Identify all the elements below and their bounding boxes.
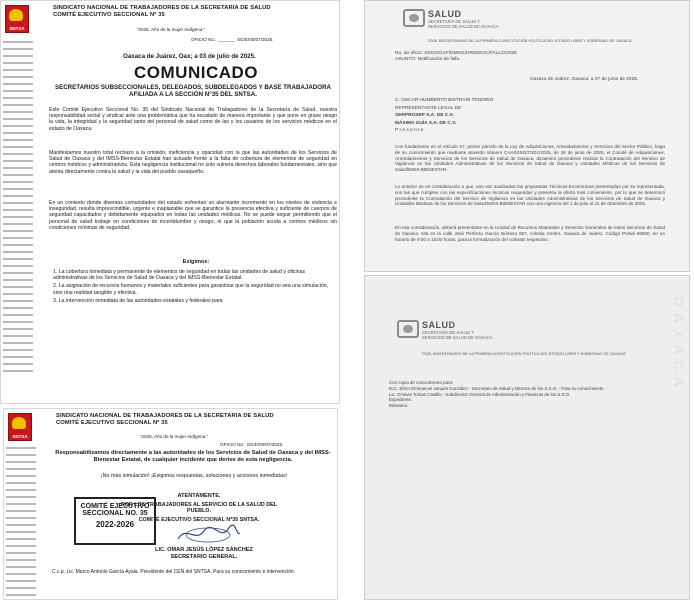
addressee-title: REPRESENTANTE LEGAL DE	[395, 105, 462, 111]
brand-name: SALUD	[422, 320, 456, 330]
year-motto: "2025, Año de la mujer Indígena."	[136, 27, 206, 32]
atentamente: ATENTAMENTE.	[177, 493, 221, 499]
paragraph-1: Con fundamento en el Artículo 57, primer párrafo de la Ley de Adquisiciones, Arrendamientos y Servicios del Sector Público, hago de su conocimiento que mediante acuerdo número CAASSSO/70/01/2025, de 26 de junio de 2025, el Comité de Adquisiciones, Arrendamientos y Servicios de los Servicios de Salud de Oaxaca, dictaminó procedente realizar la Contratación del Servicio de Vigilancia en las Unidades Administrativas de los Servicios de Salud de Oaxaca y Unidades Médicas de los Servicios de Salud/IMSS-BIENESTAR.	[395, 144, 665, 173]
union-header	[56, 413, 296, 427]
year-motto: "2025, Año de la mujer Indígena."	[139, 434, 209, 439]
paragraph-1: Este Comité Ejecutivo Seccional No. 35 del Sindicato Nacional de Trabajadores de la Secretaría de Salud, nuestra responsabilidad social y sindical ante una problemática que ha escalado de manera importante y que pone en grave riesgo la vida, la integridad y la seguridad tanto del personal de salud como de las y los usuarios de los servicios médicos en el estado de Oaxaca.	[49, 107, 337, 132]
addressee: SECRETARIOS SUBSECCIONALES, DELEGADOS, SUBDELEGADOS Y BASE TRABAJADORA AFILIADA A LA SECCIÓN N°35 DEL SNTSA.	[54, 84, 332, 99]
health-dept-letter-page-1	[364, 0, 690, 272]
committee-member-list	[6, 447, 36, 600]
company-2: MÁXIMA GUÍA S.A. DE C.V.	[395, 120, 457, 126]
document-date: Oaxaca de Juárez, Oaxaca; a 27 de junio de 2025.	[530, 77, 639, 82]
brand-subtitle	[422, 330, 492, 340]
addressee-block	[395, 97, 595, 135]
committee-stamp	[74, 497, 156, 545]
oaxaca-watermark: OAXACA	[671, 296, 687, 393]
year-motto: "2025, BICENTENARIO DE LA PRIMERA CONSTITUCIÓN POLÍTICA DEL ESTADO LIBRE Y SOBERANO DE OAXACA"	[427, 39, 633, 43]
paragraph-2: Lo anterior es en consideración a que, una vez analizadas las propuestas Técnicas-Económicas presentadas por su representada, son las que cumplen con las especificaciones técnicas requeridas y presenta la oferta más conveniente, por lo que se determinó procedente la Contratación del Servicio de Vigilancia en las Unidades Administrativas de los Servicios de Salud de Oaxaca y Unidades Médicas de los Servicios de Salud/IMSS-BIENESTAR con una vigencia del 1 de julio al 31 de diciembre de 2025.	[395, 184, 665, 207]
cc-recipient: Lic. Octavio Tomas Castillo - Subdirector General de Administración y Finanzas de los S.S.O.	[389, 391, 571, 397]
brand-subtitle-line: SECRETARÍA DE SALUD Y	[422, 330, 475, 335]
oficio-number: OFICIO No.: SG/E/00/07/2025.	[220, 442, 284, 447]
signer-name: LIC. OMAR JESÚS LÓPEZ SÁNCHEZ	[155, 547, 253, 553]
document-title: COMUNICADO	[134, 63, 258, 82]
union-communique-page-1	[0, 0, 340, 404]
demand-item: 3. La intervención inmediata de las autoridades estatales y federales para	[53, 297, 223, 304]
cc-block	[389, 380, 659, 409]
demand-item: 1. La cobertura inmediata y permanente de elementos de seguridad en todas las unidades de salud y oficinas administrativas de los Servicios de Salud de Oaxaca y del IMSS-Bienestar Estatal.	[53, 269, 306, 282]
handwritten-signature	[174, 521, 244, 547]
committee-signature-line: COMITÉ EJECUTIVO SECCIONAL Nº35 SNTSA.	[138, 517, 260, 523]
stamp-line-3: 2022-2026	[95, 520, 135, 529]
sntsa-logo: SNTSA	[5, 5, 29, 33]
union-header	[53, 5, 293, 19]
cc-recipient: Expediente.	[389, 397, 413, 403]
oficio-number: OFICIO No.: _______ SG/E/00/07/2025.	[191, 37, 274, 42]
document-date: Oaxaca de Juárez, Oax; a 03 de julio de 2025.	[123, 53, 256, 60]
closing-motto: POR LOS TRABAJADORES AL SERVICIO DE LA SALUD DEL PUEBLO.	[120, 502, 278, 515]
paragraph-2: Manifestamos nuestro total rechazo a la omisión, ineficiencia y opacidad con la que las autoridades de los Servicios de Salud de Oaxaca y del IMSS-Bienestar Estatal han actuado frente a la falta de cobertura de elementos de seguridad en centros médicos y administrativos. Esta negligencia institucional no solo vulnera derechos laborales fundamentales, sino que atenta directamente contra la salud y la vida del pueblo oaxaqueño.	[49, 150, 337, 175]
committee-member-list	[3, 41, 33, 377]
cc-title: Con copia de conocimiento para:	[389, 380, 454, 385]
cc-note: C.c.p. Lic. Marco Antonio García Ayala. Presidente del CEN del SNTSA. Para su conocimiento e intervención.	[52, 569, 296, 575]
subject: ASUNTO: Notificación de fallo.	[395, 57, 461, 62]
signer-role: SECRETARIO GENERAL.	[170, 554, 238, 560]
brand-subtitle-line: SERVICIOS DE SALUD DE OAXACA	[422, 335, 493, 340]
cc-recipient: M.C. Efrén Emmanuel Jarquín González - Secretario de Salud y Director de los S.S.O. - Para su conocimiento	[389, 385, 604, 391]
oficio-block	[395, 51, 665, 63]
oficio-number: No. de oficio: SSO/SGAF/DMSG/URMSG/C/FALLO/2025	[395, 51, 517, 56]
union-communique-page-2	[3, 408, 338, 600]
year-motto: "2025, BICENTENARIO DE LA PRIMERA CONSTITUCIÓN POLÍTICA DEL ESTADO LIBRE Y SOBERANO DE OAXACA"	[421, 352, 627, 356]
health-dept-letter-page-2	[364, 275, 690, 600]
brand-subtitle-line: SERVICIOS DE SALUD DE OAXACA	[428, 24, 499, 29]
brand-subtitle	[428, 19, 498, 29]
union-name: SINDICATO NACIONAL DE TRABAJADORES DE LA SECRETARIA DE SALUD	[56, 413, 274, 419]
paragraph-3: En un contexto donde diversas comunidades del estado enfrentan un alarmante incremento en los niveles de violencia e inseguridad, resulta imprescindible, urgente e inaplazable que se garantice la presencia efectiva y suficiente de cuerpos de seguridad capacitados y debidamente equipados en todas las unidades médicas. No se puede seguir permitiendo que el personal de salud trabaje en condiciones de incertidumbre y riesgo, ni que la población acuda a centros médicos sin condiciones mínimas de seguridad.	[49, 200, 337, 231]
addressee-name: C. OSCAR HUMBERTO BISTRAIN TENORIO	[395, 98, 494, 103]
company-1: SERPROSEP S.A. DE C.V.	[395, 113, 454, 118]
stamp-line-1: COMITÉ EJECUTIVO	[80, 503, 150, 510]
demands-list	[53, 269, 337, 304]
cc-recipient: Minutario.	[389, 403, 409, 409]
paragraph-2: ¡No más simulación! ¡Exigimos respuestas, soluciones y acciones inmediatas!	[100, 473, 288, 479]
committee-name: COMITÉ EJECUTIVO SECCIONAL Nº 35	[56, 420, 168, 426]
union-name: SINDICATO NACIONAL DE TRABAJADORES DE LA SECRETARIA DE SALUD	[53, 5, 271, 11]
demand-item: 2. La asignación de recursos humanos y materiales suficientes para garantizar que la seguridad no sea una simulación, sino una realidad tangible y efectiva.	[53, 283, 329, 296]
committee-name: COMITÉ EJECUTIVO SECCIONAL Nº 35	[53, 12, 165, 18]
mexico-shield-icon	[403, 9, 425, 27]
stamp-line-2: SECCIONAL NO. 35	[82, 510, 148, 517]
brand-subtitle-line: SECRETARÍA DE SALUD Y	[428, 19, 481, 24]
paragraph-3: En esa consideración, deberá presentarse en la Unidad de Recursos Materiales y Servicios Generales de estos Servicios de Salud de Oaxaca, sita en la calle José Perfecto García Número 807, colonia Centro, Oaxaca de Juárez, Código Postal 68000, en un horario de 9:00 a 15:00 horas, para la formalización del contrato respectivo.	[395, 225, 665, 242]
paragraph-1: Responsabilizamos directamente a las autoridades de los Servicios de Salud de Oaxaca y del IMSS-Bienestar Estatal, de cualquier incidente que derive de esta negligencia.	[55, 450, 331, 463]
brand-name: SALUD	[428, 9, 462, 19]
mexico-shield-icon	[397, 320, 419, 338]
exigimos-heading: Exigimos:	[182, 259, 210, 265]
presente: P r e s e n t e.	[395, 128, 425, 133]
sntsa-logo: SNTSA	[8, 413, 32, 441]
